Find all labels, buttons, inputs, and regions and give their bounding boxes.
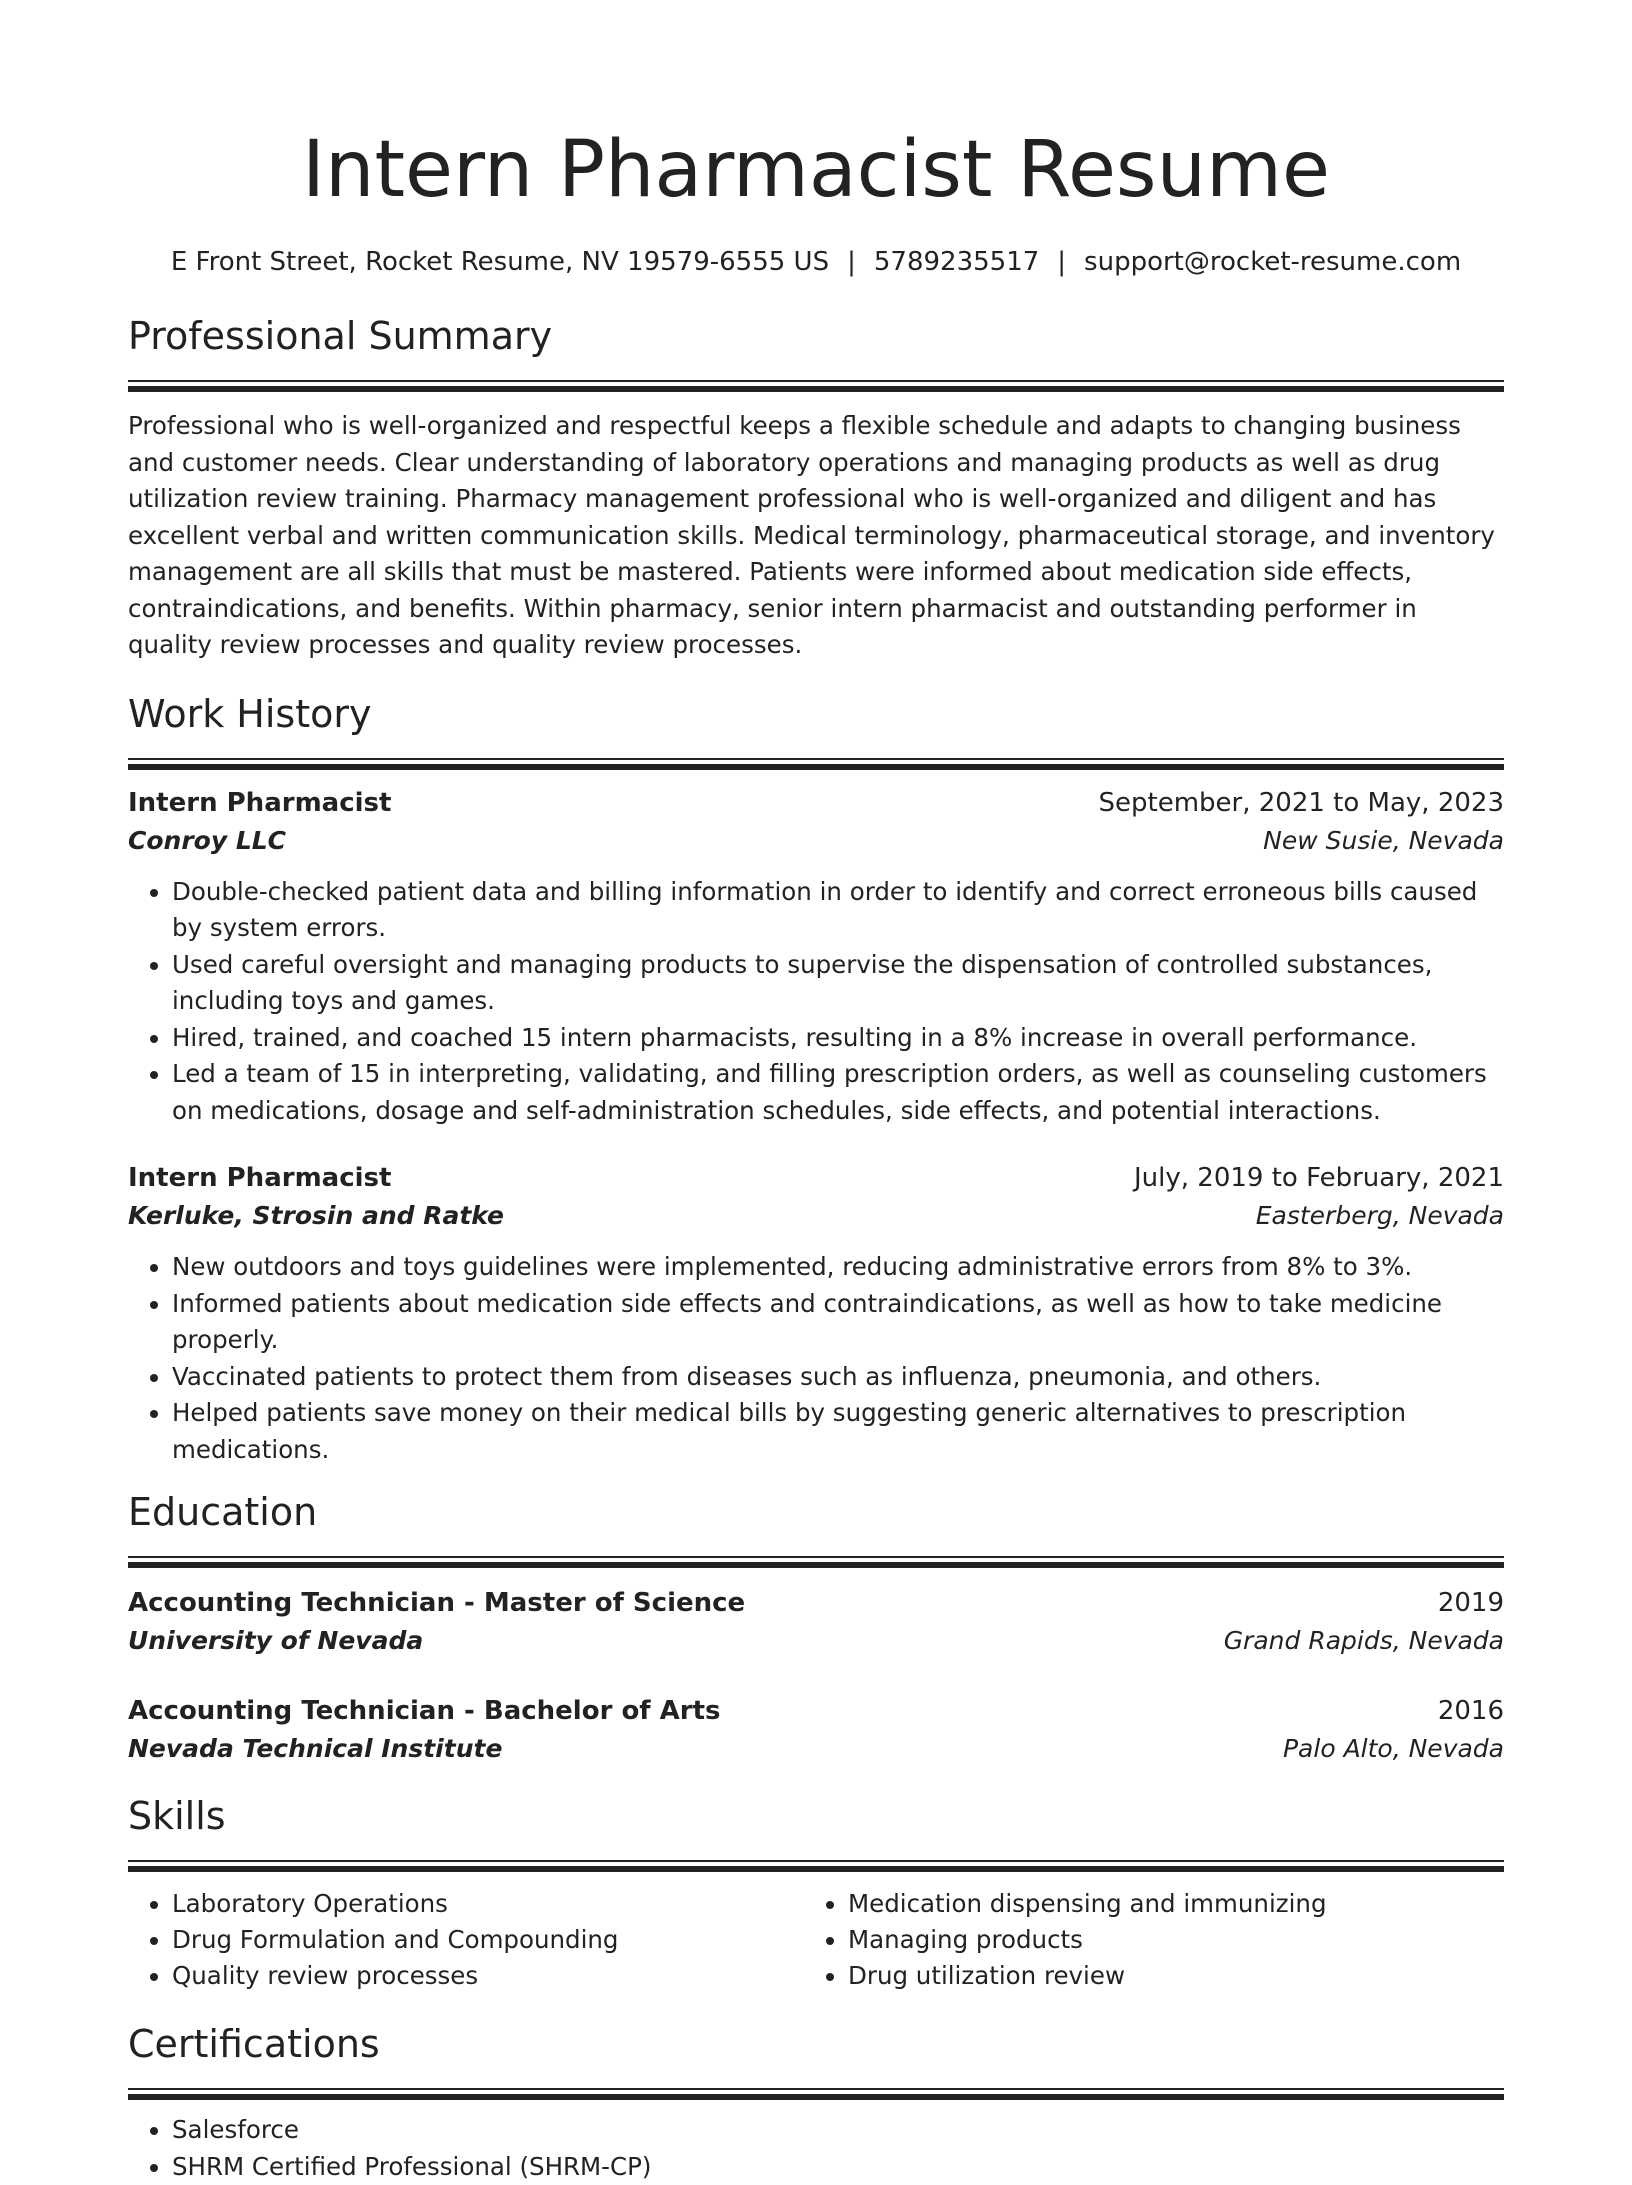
work-history-section (128, 688, 1504, 1469)
section-divider (128, 758, 1504, 770)
job-company-row (128, 822, 1504, 860)
section-title-certifications: Certifications (128, 2018, 1504, 2070)
job-company: Kerluke, Strosin and Ratke (128, 1197, 504, 1235)
skills-column-left (128, 1886, 804, 1994)
job-bullets (128, 1249, 1504, 1468)
contact-separator: | (847, 244, 856, 280)
education-location: Grand Rapids, Nevada (1224, 1622, 1504, 1660)
section-divider (128, 1860, 1504, 1872)
job-bullet: • Vaccinated patients to protect them from diseases such as influenza, pneumonia, and others. (172, 1359, 1504, 1396)
section-divider (128, 2088, 1504, 2100)
job-entry (128, 1159, 1504, 1468)
skill-item: • Drug Formulation and Compounding (172, 1922, 804, 1958)
section-title-education: Education (128, 1486, 1504, 1538)
section-title-skills: Skills (128, 1790, 1504, 1842)
skill-item: • Managing products (848, 1922, 1504, 1958)
section-divider (128, 1556, 1504, 1568)
section-title-summary: Professional Summary (128, 310, 1504, 362)
job-header-row (128, 1159, 1504, 1197)
job-company: Conroy LLC (128, 822, 286, 860)
education-school: University of Nevada (128, 1622, 423, 1660)
contact-line (128, 244, 1504, 280)
job-dates: September, 2021 to May, 2023 (1099, 784, 1505, 822)
education-entry (128, 1692, 1504, 1768)
job-dates: July, 2019 to February, 2021 (1134, 1159, 1504, 1197)
certifications-section (128, 2018, 1504, 2185)
job-title: Intern Pharmacist (128, 1159, 391, 1197)
section-title-work-history: Work History (128, 688, 1504, 740)
education-header-row (128, 1692, 1504, 1730)
job-location: Easterberg, Nevada (1256, 1197, 1504, 1235)
education-school-row (128, 1622, 1504, 1660)
job-bullet: • New outdoors and toys guidelines were implemented, reducing administrative errors from 8% to 3%. (172, 1249, 1504, 1286)
education-school: Nevada Technical Institute (128, 1730, 502, 1768)
contact-address: E Front Street, Rocket Resume, NV 19579-6555 US (171, 247, 829, 277)
skill-item: • Medication dispensing and immunizing (848, 1886, 1504, 1922)
skills-section (128, 1790, 1504, 1994)
job-bullets (128, 874, 1504, 1130)
job-entry (128, 784, 1504, 1130)
certification-item: • Salesforce (172, 2112, 1504, 2149)
certifications-list (128, 2112, 1504, 2185)
summary-section (128, 310, 1504, 664)
job-location: New Susie, Nevada (1263, 822, 1504, 860)
job-header-row (128, 784, 1504, 822)
resume-header (128, 0, 1504, 280)
skill-item: • Drug utilization review (848, 1958, 1504, 1994)
job-bullet: • Led a team of 15 in interpreting, validating, and filling prescription orders, as well as counseling customers on medications, dosage and self-administration schedules, side effects, and potential interactions. (172, 1056, 1504, 1129)
job-bullet: • Used careful oversight and managing products to supervise the dispensation of controlled substances, including toys and games. (172, 947, 1504, 1020)
education-entry (128, 1584, 1504, 1660)
page-title: Intern Pharmacist Resume (128, 114, 1504, 226)
section-divider (128, 380, 1504, 392)
job-company-row (128, 1197, 1504, 1235)
contact-separator: | (1057, 244, 1066, 280)
education-location: Palo Alto, Nevada (1283, 1730, 1504, 1768)
contact-email: support@rocket-resume.com (1084, 247, 1461, 277)
skills-column-right (804, 1886, 1504, 1994)
education-header-row (128, 1584, 1504, 1622)
summary-text: Professional who is well-organized and respectful keeps a flexible schedule and adapts to changing business and customer needs. Clear understanding of laboratory operations and managing products as well as drug utilization review training. Pharmacy management professional who is well-organized and diligent and has excellent verbal and written communication skills. Medical terminology, pharmaceutical storage, and inventory management are all skills that must be mastered. Patients were informed about medication side effects, contraindications, and benefits. Within pharmacy, senior intern pharmacist and outstanding performer in quality review processes and quality review processes. (128, 408, 1504, 664)
job-bullet: • Hired, trained, and coached 15 intern pharmacists, resulting in a 8% increase in overall performance. (172, 1020, 1504, 1057)
education-year: 2019 (1438, 1584, 1504, 1622)
education-degree: Accounting Technician - Master of Science (128, 1584, 745, 1622)
job-bullet: • Informed patients about medication side effects and contraindications, as well as how to take medicine properly. (172, 1286, 1504, 1359)
skill-item: • Quality review processes (172, 1958, 804, 1994)
certification-item: • SHRM Certified Professional (SHRM-CP) (172, 2149, 1504, 2185)
education-degree: Accounting Technician - Bachelor of Arts (128, 1692, 721, 1730)
education-section (128, 1486, 1504, 1768)
job-title: Intern Pharmacist (128, 784, 391, 822)
skill-item: • Laboratory Operations (172, 1886, 804, 1922)
job-bullet: • Helped patients save money on their medical bills by suggesting generic alternatives to prescription medications. (172, 1395, 1504, 1468)
education-year: 2016 (1438, 1692, 1504, 1730)
contact-phone: 5789235517 (874, 247, 1039, 277)
skills-grid (128, 1886, 1504, 1994)
job-bullet: • Double-checked patient data and billing information in order to identify and correct erroneous bills caused by system errors. (172, 874, 1504, 947)
education-school-row (128, 1730, 1504, 1768)
